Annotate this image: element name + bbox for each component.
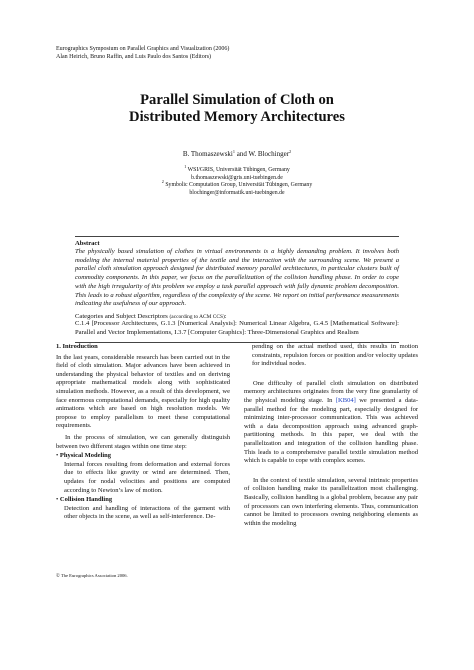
categories-heading-note: (according to ACM CCS) xyxy=(169,313,225,320)
author-1: B. Thomaszewski xyxy=(182,150,233,158)
bullet-icon: • xyxy=(56,452,59,460)
paragraph-gap xyxy=(244,369,418,377)
copyright-footer xyxy=(56,573,128,579)
categories-heading-colon: : xyxy=(224,312,227,320)
bullet-collision-handling xyxy=(56,496,230,522)
bullet-1-title: Physical Modeling xyxy=(59,452,112,460)
affiliation-1 xyxy=(0,164,474,175)
abstract-block xyxy=(75,236,399,343)
affiliation-1-mark: 1 xyxy=(184,164,187,169)
bullet-icon: • xyxy=(56,496,59,504)
title-line-1: Parallel Simulation of Cloth on xyxy=(140,92,334,108)
right-paragraph-2-start: One difficulty of parallel cloth simulation on distributed memory architectures originates from the very fine granularity of the physical modeling stage. In xyxy=(244,379,418,404)
right-paragraph-continuation: pending on the actual method used, this results in motion constraints, repulsion forces or position and/or velocity updates for individual nodes. xyxy=(252,343,418,368)
author-1-affil-mark: 1 xyxy=(232,149,235,154)
intro-paragraph-1: In the last years, considerable research has been carried out in the field of cloth simulation. Major advances have been achieved in understanding the physical behavior of textiles and on deriving appropriate mathematical models along with sophisticated simulation methods. However, as a result of this development, we face enormous computational demands, especially for high quality animations which are based on high resolution models. We propose to employ parallelism to meet these computational requirements. xyxy=(56,353,230,430)
bullet-1-text: Internal forces resulting from deformation and external forces due to effects like gravity or wind are determined. Then, updates for nodal velocities and positions are computed according to Newton’s law of motion. xyxy=(64,460,230,494)
categories-text: C.1.4 [Processor Architectures, G.1.3 [Numerical Analysis]: Numerical Linear Algebra, G.4.5 [Mathematical Software]: Parallel and Vector Implementations, I.3.7 [Computer Graphics]: Three-Dimensional Graphics and Realism xyxy=(75,319,399,336)
affiliation-2-email: blochinger@informatik.uni-tuebingen.de xyxy=(189,189,285,196)
copyright-icon: © xyxy=(56,574,60,579)
bullet-2-title-line xyxy=(56,496,230,505)
right-paragraph-2-end: we presented a data-parallel method for the modeling part, especially designed for minimizing inter-processor communication. This was achieved with a data decomposition approach using advanced graph-partitioning methods. In this paper, we deal with the parallelization and integration of the collision handling phase. This leads to a comprehensive parallel textile simulation method which is capable to cope with complex scenes. xyxy=(244,396,418,465)
citation-link-kb04[interactable]: [KB04] xyxy=(335,396,356,404)
author-2-affil-mark: 2 xyxy=(289,149,292,154)
bullet-1-title-line xyxy=(56,452,230,461)
affiliation-2-mark: 2 xyxy=(161,179,164,185)
conference-header xyxy=(56,45,229,61)
left-column xyxy=(56,343,230,522)
affiliation-1-text: WSI/GRIS, Universität Tübingen, Germany xyxy=(186,167,290,173)
section-heading-introduction: 1. Introduction xyxy=(56,343,98,350)
categories-heading-text: Categories and Subject Descriptors xyxy=(75,312,170,320)
affiliation-2 xyxy=(0,179,474,190)
right-paragraph-3: In the context of textile simulation, several intrinsic properties of collision handling make its parallelization most challenging. Basically, collision handling is a global problem, because any pair of processors can own interfering elements. Thus, communication cannot be limited to processors owning neighboring elements as within the modeling xyxy=(244,476,418,527)
paragraph-gap xyxy=(244,466,418,474)
right-paragraph-2 xyxy=(244,380,418,466)
abstract-heading: Abstract xyxy=(75,240,100,247)
title-line-2: Distributed Memory Architectures xyxy=(129,109,345,125)
author-separator: and W. Blochinger xyxy=(234,150,290,158)
affiliations xyxy=(0,164,474,197)
affiliation-2-text: Symbolic Computation Group, Universität Tübingen, Germany xyxy=(163,182,313,189)
conference-name: Eurographics Symposium on Parallel Graphics and Visualization (2006) xyxy=(56,46,230,52)
affiliation-1-email: b.thomaszewski@gris.uni-tuebingen.de xyxy=(191,174,283,181)
abstract-text: The physically based simulation of clothes in virtual environments is a highly demanding problem. It involves both modeling the internal material properties of the textile and the interaction with the surrounding scene. We present a parallel cloth simulation approach designed for distributed memory parallel architectures, in particular clusters built of commodity components. In this paper, we focus on the parallelization of the collision handling phase. In order to cope with the high irregularity of this problem we employ a task parallel approach with fully dynamic problem decomposition. This leads to a robust algorithm, regardless of the complexity of the scene. We report on initial performance measurements indicating the usefulness of our approach. xyxy=(75,248,399,308)
copyright-text: The Eurographics Association 2006. xyxy=(59,573,128,578)
author-list xyxy=(0,150,474,158)
bullet-2-text: Detection and handling of interactions of the garment with other objects in the scene, as well as self-interference. De- xyxy=(64,504,230,521)
right-column xyxy=(244,343,418,528)
editors-line: Alan Heirich, Bruno Raffin, and Luis Paulo dos Santos (Editors) xyxy=(56,54,212,60)
bullet-physical-modeling xyxy=(56,452,230,495)
categories-heading xyxy=(75,313,399,320)
abstract-top-rule xyxy=(75,236,399,237)
paper-title xyxy=(0,92,474,126)
intro-paragraph-2: In the process of simulation, we can generally distinguish between two different stages within one time step: xyxy=(56,433,230,450)
bullet-2-title: Collision Handling xyxy=(59,496,113,504)
